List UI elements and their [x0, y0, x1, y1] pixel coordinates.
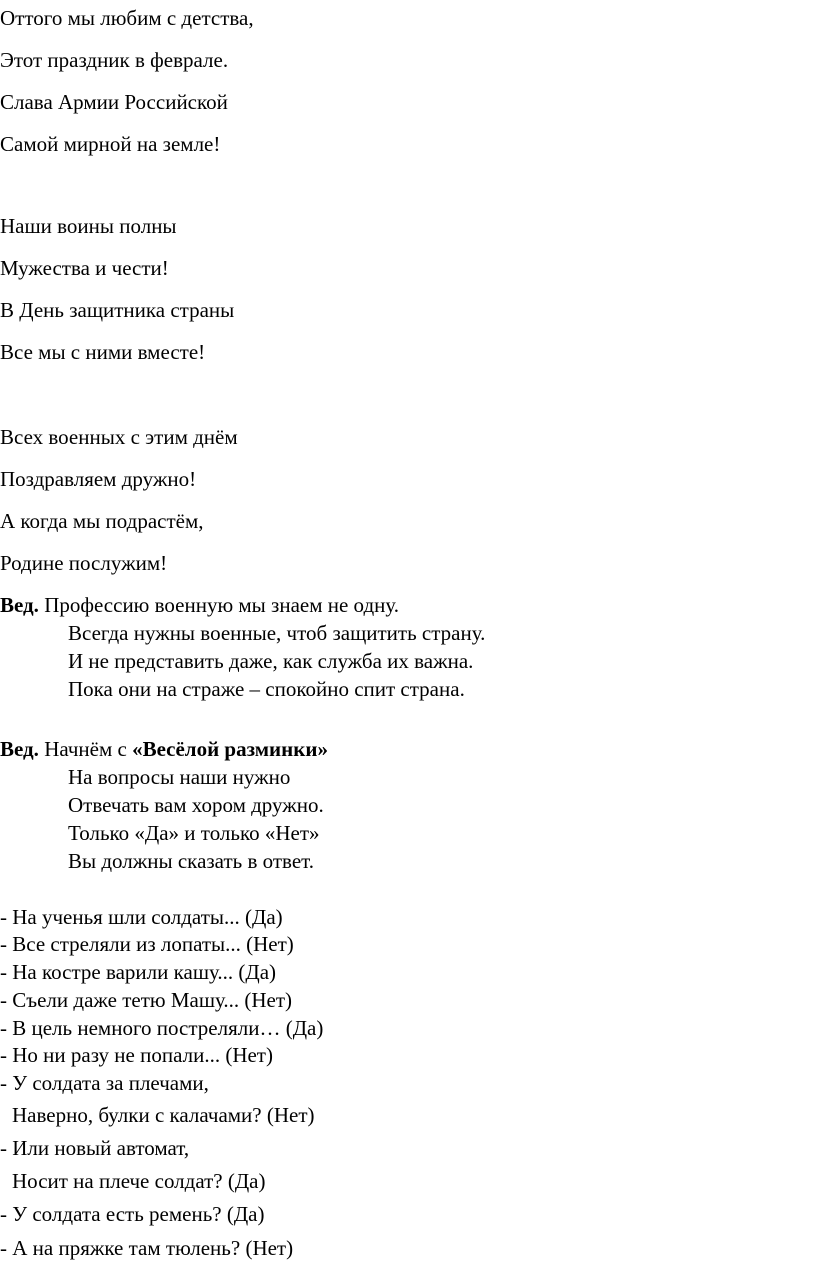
- question-line: Носит на плече солдат? (Да): [12, 1169, 266, 1193]
- verse-line: Слава Армии Российской: [0, 90, 228, 114]
- question-line: - На ученья шли солдаты... (Да): [0, 905, 283, 929]
- host-text: Начнём с: [38, 737, 133, 761]
- verse-line: А когда мы подрастём,: [0, 509, 204, 533]
- host-line: Отвечать вам хором дружно.: [68, 793, 324, 817]
- verse-line: Поздравляем дружно!: [0, 467, 197, 491]
- verse-line: Всех военных с этим днём: [0, 425, 238, 449]
- verse-line: Самой мирной на земле!: [0, 132, 221, 156]
- question-line: Наверно, булки с калачами? (Нет): [12, 1103, 315, 1127]
- host-line: Пока они на страже – спокойно спит страна.: [68, 677, 465, 701]
- speaker-label: Вед.: [0, 593, 39, 617]
- game-title: «Весёлой разминки»: [132, 737, 328, 761]
- verse-line: Этот праздник в феврале.: [0, 48, 229, 72]
- host-line: [0, 735, 328, 763]
- question-line: - Или новый автомат,: [0, 1136, 190, 1160]
- question-line: - У солдата есть ремень? (Да): [0, 1202, 265, 1226]
- host-line: Вы должны сказать в ответ.: [68, 849, 314, 873]
- host-text: Профессию военную мы знаем не одну.: [38, 593, 400, 617]
- verse-line: Мужества и чести!: [0, 256, 169, 280]
- question-line: - Съели даже тетю Машу... (Нет): [0, 988, 293, 1012]
- host-line: И не представить даже, как служба их важна.: [68, 649, 474, 673]
- verse-line: В День защитника страны: [0, 298, 235, 322]
- question-line: - Но ни разу не попали... (Нет): [0, 1043, 273, 1067]
- host-line: [0, 591, 399, 619]
- verse-line: Наши воины полны: [0, 214, 177, 238]
- question-line: - В цель немного постреляли… (Да): [0, 1016, 324, 1040]
- host-line: Всегда нужны военные, чтоб защитить страну.: [68, 621, 486, 645]
- host-line: На вопросы наши нужно: [68, 765, 291, 789]
- speaker-label: Вед.: [0, 737, 39, 761]
- verse-line: Оттого мы любим с детства,: [0, 6, 254, 30]
- verse-line: Родине послужим!: [0, 551, 168, 575]
- question-line: - У солдата за плечами,: [0, 1071, 209, 1095]
- question-line: - Все стреляли из лопаты... (Нет): [0, 932, 294, 956]
- host-line: Только «Да» и только «Нет»: [68, 821, 320, 845]
- question-line: - А на пряжке там тюлень? (Нет): [0, 1236, 294, 1260]
- question-line: - На костре варили кашу... (Да): [0, 960, 277, 984]
- verse-line: Все мы с ними вместе!: [0, 340, 206, 364]
